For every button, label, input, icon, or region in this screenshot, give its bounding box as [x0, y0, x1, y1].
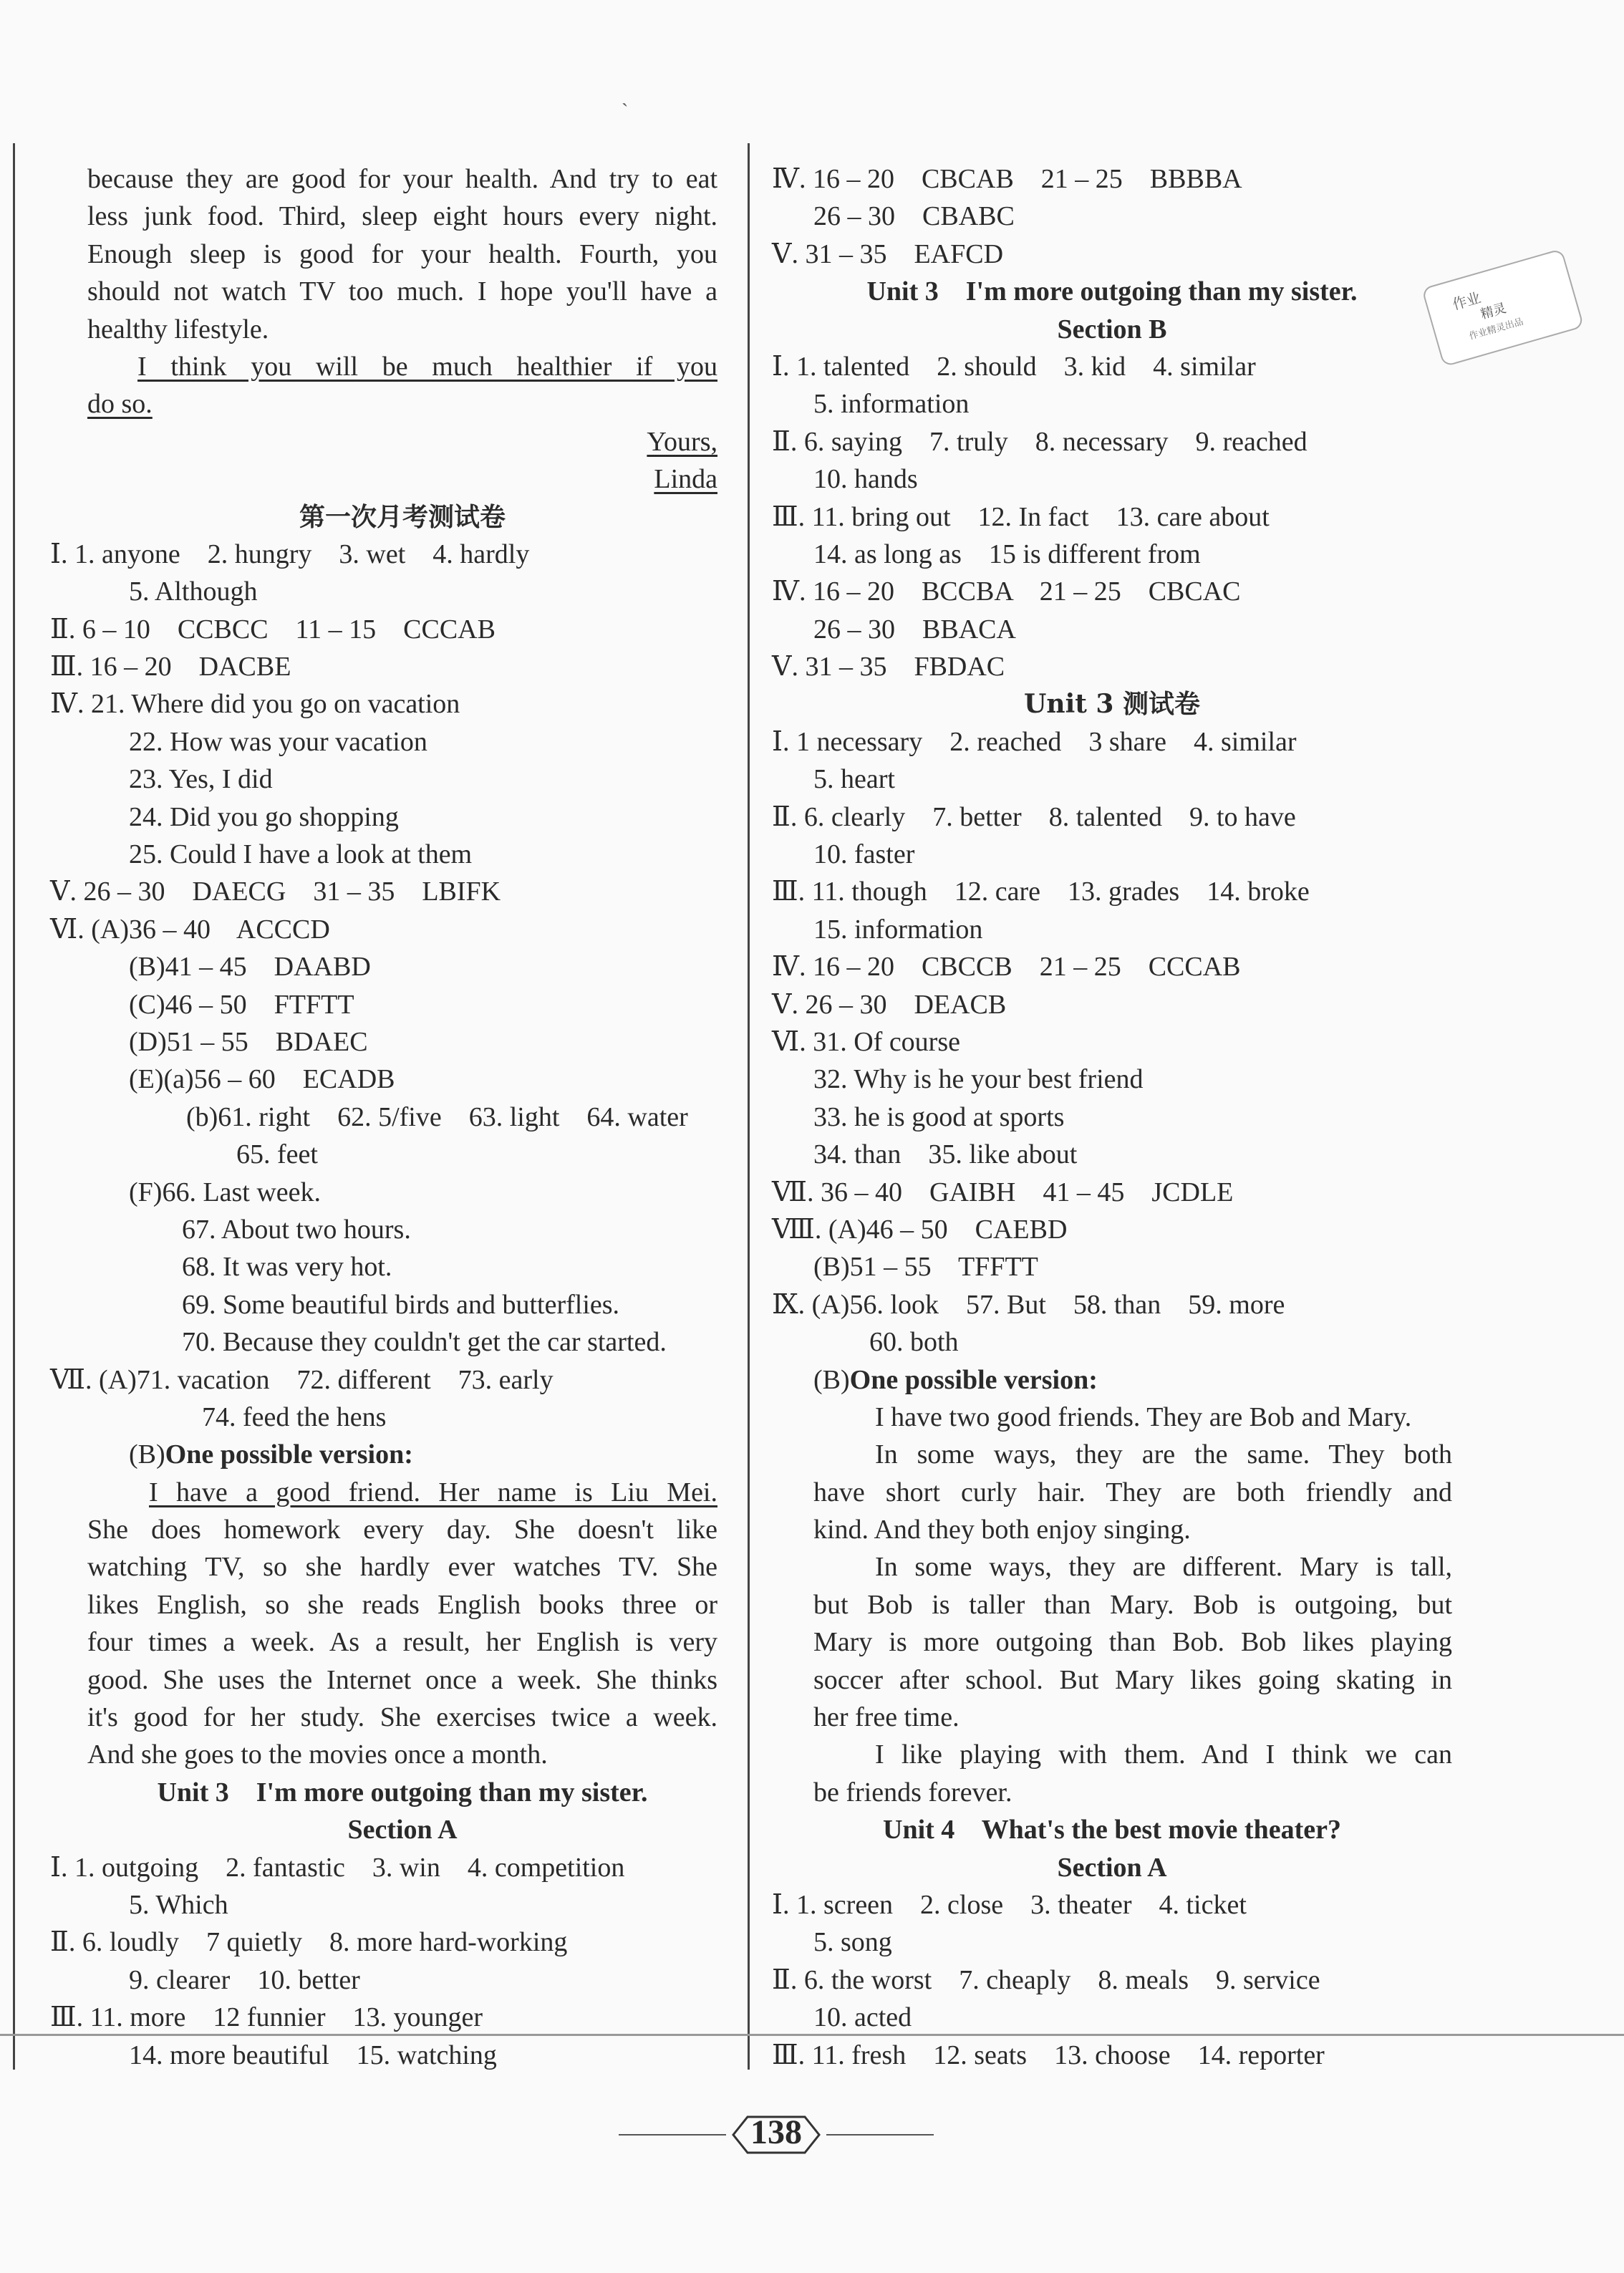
unit3-title: Unit 3 I'm more outgoing than my sister.: [157, 1777, 648, 1808]
answer-line: Ⅲ. 16 – 20 DACBE: [50, 652, 291, 682]
letter-underlined-line: do so.: [87, 389, 153, 420]
answer-line: 60. both: [869, 1327, 959, 1358]
answer-line: (E)(a)56 – 60 ECADB: [129, 1064, 395, 1095]
essay-line: but Bob is taller than Mary. Bob is outgoing, but: [813, 1589, 1452, 1620]
essay-line: be friends forever.: [813, 1777, 1012, 1808]
answer-line: 26 – 30 CBABC: [813, 201, 1015, 232]
answer-line: 10. acted: [813, 2002, 912, 2033]
letter-signature: Linda: [654, 464, 717, 495]
stamp-text: 作业精灵出品: [1468, 316, 1525, 342]
answer-line: 32. Why is he your best friend: [813, 1064, 1144, 1095]
unit4-title: Unit 4 What's the best movie theater?: [883, 1815, 1341, 1845]
answer-line: 25. Could I have a look at them: [129, 839, 473, 870]
answer-line: 23. Yes, I did: [129, 764, 273, 795]
answer-line: Ⅱ. 6. clearly 7. better 8. talented 9. to have: [772, 801, 1296, 832]
answer-line: 10. faster: [813, 839, 915, 870]
version-label-line: (B)One possible version:: [813, 1364, 1098, 1395]
monthly-test-title: 第一次月考测试卷: [299, 501, 506, 532]
answer-line: Ⅴ. 26 – 30 DAECG 31 – 35 LBIFK: [50, 877, 501, 907]
answer-line: 5. information: [813, 389, 970, 420]
answer-line: Ⅰ. 1. talented 2. should 3. kid 4. similar: [772, 351, 1256, 382]
answer-line: Ⅷ. (A)46 – 50 CAEBD: [772, 1214, 1068, 1245]
letter-closing: Yours,: [647, 426, 717, 457]
answer-line: Ⅱ. 6. saying 7. truly 8. necessary 9. reached: [772, 426, 1308, 457]
answer-line: 5. song: [813, 1927, 892, 1958]
version-label-line: (B)One possible version:: [129, 1439, 413, 1470]
letter-line: Enough sleep is good for your health. Fourth, you: [87, 238, 717, 269]
answer-line: (b)61. right 62. 5/five 63. light 64. water: [186, 1101, 688, 1132]
answer-line: Ⅶ. 36 – 40 GAIBH 41 – 45 JCDLE: [772, 1177, 1234, 1207]
answer-line: 69. Some beautiful birds and butterflies.: [182, 1289, 620, 1320]
essay-line: likes English, so she reads English books three or: [87, 1589, 717, 1620]
answer-line: 24. Did you go shopping: [129, 801, 399, 832]
essay-line: have short curly hair. They are both friendly and: [813, 1477, 1452, 1507]
answer-line: Ⅲ. 11. more 12 funnier 13. younger: [50, 2002, 483, 2033]
stray-mark: ˋ: [622, 100, 629, 122]
stamp-text: 精灵: [1479, 300, 1508, 323]
essay-line: I like playing with them. And I think we can: [875, 1739, 1452, 1770]
answer-line: Ⅵ. (A)36 – 40 ACCCD: [50, 914, 330, 945]
answer-line: 14. more beautiful 15. watching: [129, 2040, 497, 2070]
left-column: [50, 160, 717, 2074]
letter-line: should not watch TV too much. I hope you'll have a: [87, 276, 717, 307]
answer-line: 10. hands: [813, 464, 918, 495]
essay-line: In some ways, they are different. Mary is tall,: [875, 1552, 1452, 1583]
answer-line: (B)41 – 45 DAABD: [129, 952, 371, 983]
answer-line: Ⅶ. (A)71. vacation 72. different 73. early: [50, 1364, 554, 1395]
answer-line: Ⅸ. (A)56. look 57. But 58. than 59. more: [772, 1289, 1285, 1320]
answer-line: Ⅲ. 11. though 12. care 13. grades 14. broke: [772, 877, 1310, 907]
page-number: 138: [750, 2113, 802, 2151]
essay-line: watching TV, so she hardly ever watches TV. She: [87, 1552, 717, 1583]
answer-line: Ⅳ. 21. Where did you go on vacation: [50, 689, 460, 720]
column-divider: [748, 143, 750, 2070]
answer-line: 22. How was your vacation: [129, 726, 427, 757]
answer-line: Ⅱ. 6 – 10 CCBCC 11 – 15 CCCAB: [50, 614, 496, 645]
answer-line: Ⅲ. 11. bring out 12. In fact 13. care about: [772, 501, 1270, 532]
answer-line: 9. clearer 10. better: [129, 1964, 360, 1995]
essay-line: In some ways, they are the same. They both: [875, 1439, 1452, 1470]
answer-line: Ⅳ. 16 – 20 CBCCB 21 – 25 CCCAB: [772, 952, 1241, 983]
answer-line: Ⅲ. 11. fresh 12. seats 13. choose 14. reporter: [772, 2040, 1325, 2070]
answer-line: 15. information: [813, 914, 983, 945]
essay-line: Mary is more outgoing than Bob. Bob likes playing: [813, 1627, 1452, 1658]
answer-line: Ⅱ. 6. loudly 7 quietly 8. more hard-working: [50, 1927, 568, 1958]
answer-line: 68. It was very hot.: [182, 1252, 392, 1283]
answer-line: Ⅴ. 26 – 30 DEACB: [772, 989, 1007, 1020]
section-b-title: Section B: [1057, 314, 1167, 344]
answer-line: 65. feet: [236, 1139, 318, 1170]
left-margin-rule: [13, 143, 15, 2070]
essay-line: I have two good friends. They are Bob and Mary.: [875, 1401, 1412, 1432]
answer-line: 5. Although: [129, 576, 258, 607]
answer-line: 74. feed the hens: [202, 1401, 387, 1432]
page-number-badge: [619, 2105, 934, 2177]
answer-line: Ⅳ. 16 – 20 BCCBA 21 – 25 CBCAC: [772, 576, 1241, 607]
essay-line: And she goes to the movies once a month.: [87, 1739, 548, 1770]
answer-line: (D)51 – 55 BDAEC: [129, 1026, 368, 1057]
answer-line: Ⅴ. 31 – 35 FBDAC: [772, 652, 1005, 682]
answer-line: 5. Which: [129, 1889, 228, 1920]
answer-line: Ⅰ. 1. outgoing 2. fantastic 3. win 4. competition: [50, 1852, 625, 1883]
essay-line: it's good for her study. She exercises twice a week.: [87, 1702, 717, 1733]
section-a-title: Section A: [1057, 1852, 1167, 1883]
answer-line: Ⅱ. 6. the worst 7. cheaply 8. meals 9. service: [772, 1964, 1320, 1995]
answer-line: 33. he is good at sports: [813, 1101, 1065, 1132]
answer-line: 34. than 35. like about: [813, 1139, 1078, 1170]
answer-line: Ⅰ. 1. screen 2. close 3. theater 4. ticket: [772, 1889, 1247, 1920]
answer-line: Ⅴ. 31 – 35 EAFCD: [772, 238, 1004, 269]
letter-line: less junk food. Third, sleep eight hours every night.: [87, 201, 717, 232]
letter-underlined-line: I think you will be much healthier if you: [137, 351, 717, 382]
unit3-test-title: Unit 3 测试卷: [1024, 689, 1200, 720]
section-a-title: Section A: [347, 1815, 458, 1845]
answer-line: Ⅰ. 1. anyone 2. hungry 3. wet 4. hardly: [50, 539, 530, 569]
answer-line: Ⅰ. 1 necessary 2. reached 3 share 4. similar: [772, 726, 1297, 757]
essay-line: She does homework every day. She doesn't like: [87, 1515, 717, 1545]
answer-line: (C)46 – 50 FTFTT: [129, 989, 354, 1020]
essay-line: I have a good friend. Her name is Liu Mei.: [149, 1477, 717, 1507]
unit3-title: Unit 3 I'm more outgoing than my sister.: [866, 276, 1358, 307]
essay-line: four times a week. As a result, her English is very: [87, 1627, 717, 1658]
right-column: [772, 160, 1452, 2074]
answer-line: Ⅳ. 16 – 20 CBCAB 21 – 25 BBBBA: [772, 164, 1242, 194]
answer-line: 26 – 30 BBACA: [813, 614, 1016, 645]
answer-line: 70. Because they couldn't get the car started.: [182, 1327, 667, 1358]
answer-line: (B)51 – 55 TFFTT: [813, 1252, 1038, 1283]
stamp-text: 作业: [1450, 289, 1483, 314]
answer-line: Ⅵ. 31. Of course: [772, 1026, 960, 1057]
essay-line: kind. And they both enjoy singing.: [813, 1515, 1191, 1545]
essay-line: good. She uses the Internet once a week. She thinks: [87, 1664, 717, 1695]
essay-line: her free time.: [813, 1702, 960, 1733]
answer-line: 14. as long as 15 is different from: [813, 539, 1201, 569]
answer-line: 5. heart: [813, 764, 895, 795]
letter-line: healthy lifestyle.: [87, 314, 269, 344]
answer-line: (F)66. Last week.: [129, 1177, 322, 1207]
answer-line: 67. About two hours.: [182, 1214, 411, 1245]
letter-line: because they are good for your health. And try to eat: [87, 164, 717, 194]
essay-line: soccer after school. But Mary likes going skating in: [813, 1664, 1452, 1695]
